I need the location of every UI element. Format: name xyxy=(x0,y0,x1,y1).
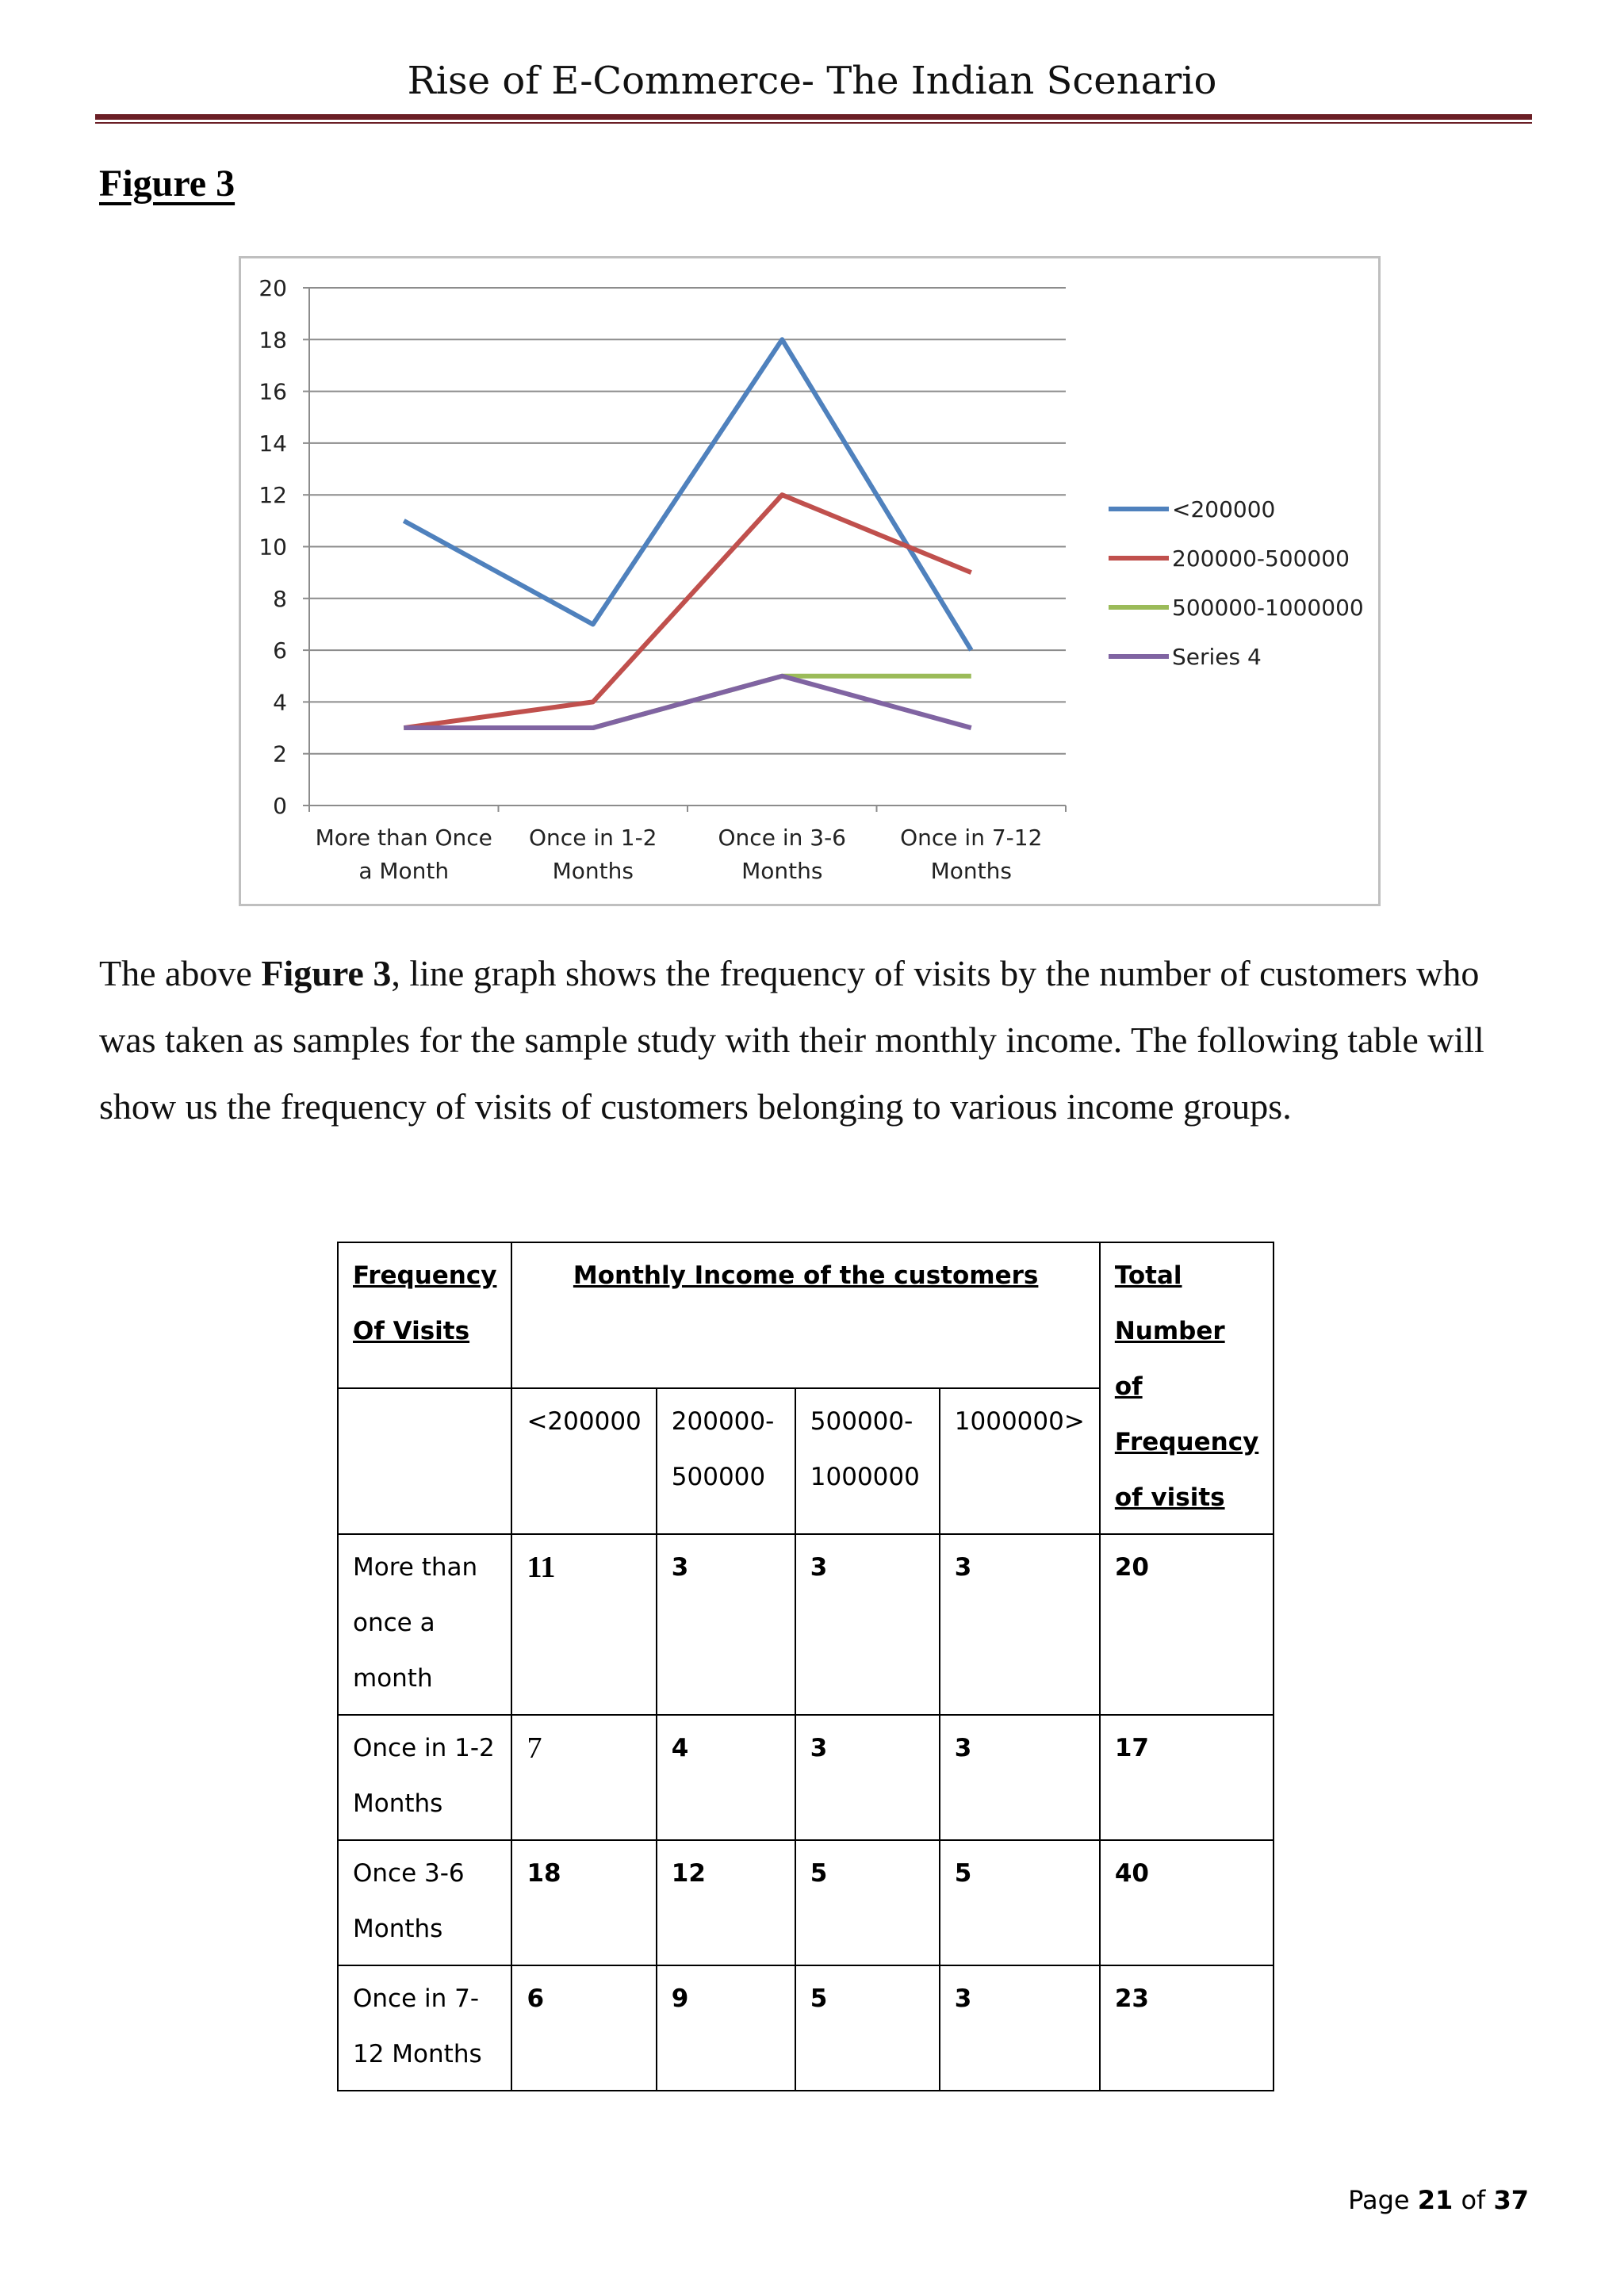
header-text: Monthly Income of the customers xyxy=(573,1261,1039,1290)
body-paragraph xyxy=(99,940,1526,1140)
row-label xyxy=(338,1965,511,2091)
row-label xyxy=(338,1715,511,1840)
header-rule-thick xyxy=(95,114,1532,120)
row-label-text: Once 3-6 xyxy=(353,1859,465,1888)
table-cell: 12 xyxy=(657,1840,795,1965)
header-text: Of Visits xyxy=(353,1317,470,1345)
table-cell: 3 xyxy=(657,1534,795,1715)
table-cell-total: 17 xyxy=(1100,1715,1274,1840)
subheader-lt-200000: <200000 xyxy=(511,1388,656,1534)
paragraph-figure-ref: Figure 3 xyxy=(261,953,392,993)
table-cell-total: 23 xyxy=(1100,1965,1274,2091)
table-cell: 4 xyxy=(657,1715,795,1840)
table-row xyxy=(338,1534,1274,1715)
table-cell: 6 xyxy=(511,1965,656,2091)
x-tick-label: a Month xyxy=(358,858,450,884)
y-tick-label: 6 xyxy=(273,637,287,664)
header-text: Number of xyxy=(1114,1317,1225,1401)
header-frequency-of-visits xyxy=(338,1242,511,1388)
paragraph-pre: The above xyxy=(99,953,262,993)
series-line xyxy=(404,495,971,728)
line-chart xyxy=(239,256,1381,906)
row-label-text: once a xyxy=(353,1609,435,1637)
y-tick-label: 20 xyxy=(259,275,287,301)
paragraph-post: , line graph shows the frequency of visits by the number of customers who was taken as samples for the sample study with their monthly income. The following table will show us the frequency of visits of customers belonging to various income groups. xyxy=(99,953,1484,1127)
legend-label: 200000-500000 xyxy=(1172,545,1350,572)
line-chart-svg xyxy=(241,258,1378,904)
row-label-text: Months xyxy=(353,1789,443,1818)
subheader-gt-1000000: 1000000> xyxy=(940,1388,1100,1534)
header-text: Total xyxy=(1114,1261,1182,1290)
table-cell: 11 xyxy=(511,1534,656,1715)
y-tick-label: 2 xyxy=(273,740,287,767)
y-tick-label: 0 xyxy=(273,793,287,819)
x-tick-label: Once in 1-2 xyxy=(529,825,657,851)
subheader-500000-1000000 xyxy=(795,1388,940,1534)
subheader-text: 500000 xyxy=(671,1463,766,1491)
table-cell: 18 xyxy=(511,1840,656,1965)
y-tick-label: 16 xyxy=(259,378,287,405)
header-text: Frequency xyxy=(1114,1428,1259,1456)
y-tick-label: 10 xyxy=(259,534,287,561)
row-label xyxy=(338,1840,511,1965)
row-label xyxy=(338,1534,511,1715)
y-tick-label: 18 xyxy=(259,327,287,354)
header-text: Frequency xyxy=(353,1261,497,1290)
table-row xyxy=(338,1965,1274,2091)
row-label-text: Months xyxy=(353,1915,443,1943)
table-row xyxy=(338,1715,1274,1840)
y-tick-label: 4 xyxy=(273,689,287,716)
legend-label: <200000 xyxy=(1172,496,1276,522)
table-cell: 3 xyxy=(940,1715,1100,1840)
x-tick-label: Months xyxy=(741,858,823,884)
table-row xyxy=(338,1840,1274,1965)
table-cell: 3 xyxy=(940,1534,1100,1715)
table-cell: 5 xyxy=(795,1965,940,2091)
x-tick-label: Months xyxy=(552,858,634,884)
income-frequency-table xyxy=(337,1242,1274,2091)
x-tick-label: Months xyxy=(930,858,1012,884)
y-tick-label: 8 xyxy=(273,585,287,612)
page-footer xyxy=(1348,2185,1529,2215)
row-label-text: month xyxy=(353,1664,433,1693)
header-rule-thin xyxy=(95,122,1532,124)
page-total: 37 xyxy=(1493,2185,1529,2215)
row-label-text: Once in 1-2 xyxy=(353,1734,495,1762)
x-tick-label: Once in 3-6 xyxy=(718,825,846,851)
table-cell: 5 xyxy=(795,1840,940,1965)
subheader-text: 200000- xyxy=(671,1407,775,1436)
footer-text: of xyxy=(1453,2185,1494,2215)
table-cell: 3 xyxy=(795,1715,940,1840)
x-tick-label: More than Once xyxy=(315,825,492,851)
footer-text: Page xyxy=(1348,2185,1418,2215)
legend-label: Series 4 xyxy=(1172,644,1262,670)
table-cell: 3 xyxy=(940,1965,1100,2091)
table-cell: 7 xyxy=(511,1715,656,1840)
legend-label: 500000-1000000 xyxy=(1172,595,1364,621)
table-header-row xyxy=(338,1242,1274,1388)
table-cell: 9 xyxy=(657,1965,795,2091)
page-number: 21 xyxy=(1417,2185,1454,2215)
y-tick-label: 12 xyxy=(259,482,287,509)
table-cell-total: 20 xyxy=(1100,1534,1274,1715)
subheader-text: 1000000 xyxy=(810,1463,920,1491)
table-cell: 5 xyxy=(940,1840,1100,1965)
x-tick-label: Once in 7-12 xyxy=(900,825,1043,851)
subheader-200000-500000 xyxy=(657,1388,795,1534)
figure-label: Figure 3 xyxy=(99,163,236,205)
table-cell xyxy=(338,1388,511,1534)
header-monthly-income xyxy=(511,1242,1099,1388)
y-tick-label: 14 xyxy=(259,430,287,457)
subheader-text: 500000- xyxy=(810,1407,914,1436)
table-cell-total: 40 xyxy=(1100,1840,1274,1965)
running-header-title: Rise of E-Commerce- The Indian Scenario xyxy=(407,59,1217,103)
header-total xyxy=(1100,1242,1274,1534)
row-label-text: Once in 7- xyxy=(353,1984,480,2013)
row-label-text: More than xyxy=(353,1553,478,1582)
row-label-text: 12 Months xyxy=(353,2040,482,2068)
table-cell: 3 xyxy=(795,1534,940,1715)
header-text: of visits xyxy=(1114,1483,1225,1512)
